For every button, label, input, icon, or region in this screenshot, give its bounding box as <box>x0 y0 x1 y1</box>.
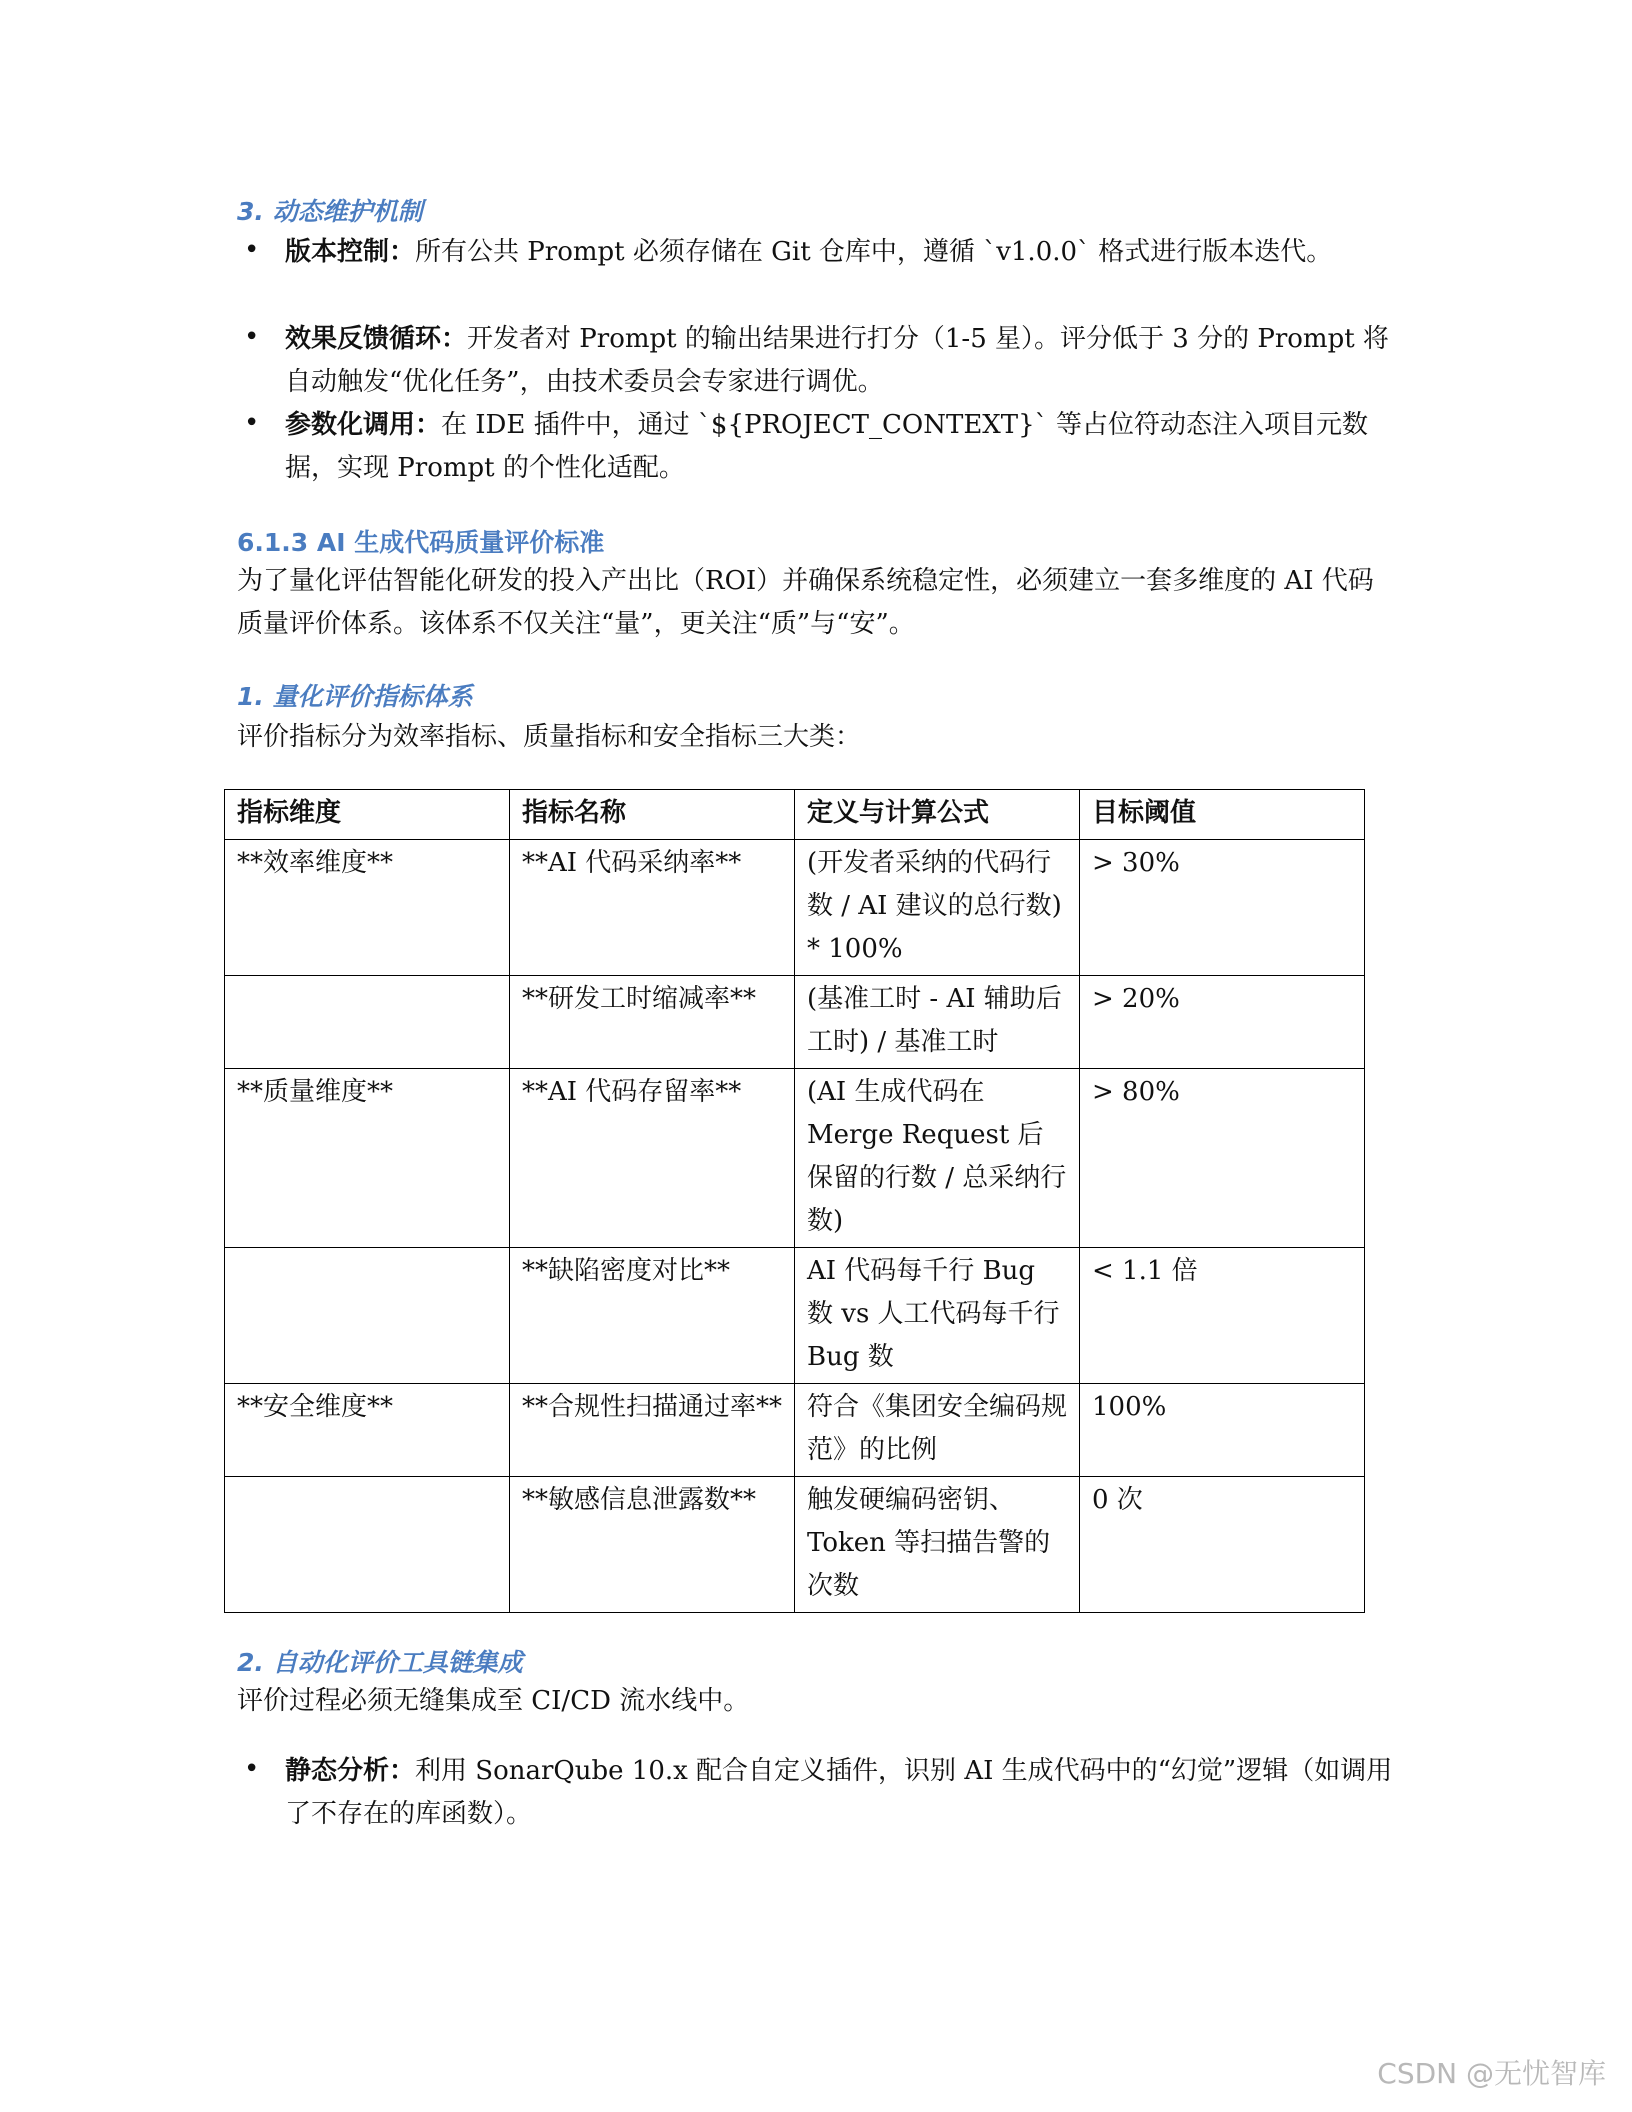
table-cell: (基准工时 - AI 辅助后工时) / 基准工时 <box>795 976 1080 1069</box>
bullet-item <box>285 318 1395 404</box>
column-header: 指标维度 <box>225 790 510 840</box>
column-header: 目标阈值 <box>1080 790 1365 840</box>
bullet-text: 开发者对 Prompt 的输出结果进行打分（1-5 星）。评分低于 3 分的 Prompt 将自动触发“优化任务”，由技术委员会专家进行调优。 <box>285 324 1389 397</box>
table-cell: > 30% <box>1080 840 1365 976</box>
subsection-heading-metrics: 1. 量化评价指标体系 <box>237 682 473 711</box>
table-cell: AI 代码每千行 Bug 数 vs 人工代码每千行 Bug 数 <box>795 1248 1080 1384</box>
table-cell: **效率维度** <box>225 840 510 976</box>
table-cell: **AI 代码存留率** <box>510 1069 795 1248</box>
section-heading-dynamic-maintenance: 3. 动态维护机制 <box>237 197 423 226</box>
table-row <box>225 976 1365 1069</box>
column-header: 指标名称 <box>510 790 795 840</box>
table-cell: 0 次 <box>1080 1477 1365 1613</box>
bullet-icon: • <box>244 322 260 352</box>
bullet-label: 效果反馈循环： <box>285 324 468 354</box>
bullet-icon: • <box>244 1754 260 1784</box>
table-cell: **合规性扫描通过率** <box>510 1384 795 1477</box>
table-cell: 符合《集团安全编码规范》的比例 <box>795 1384 1080 1477</box>
table-cell: > 80% <box>1080 1069 1365 1248</box>
table-cell: **AI 代码采纳率** <box>510 840 795 976</box>
bullet-icon: • <box>244 235 260 265</box>
bullet-label: 静态分析： <box>285 1756 416 1786</box>
table-header-row <box>225 790 1365 840</box>
table-cell <box>225 1477 510 1613</box>
bullet-label: 版本控制： <box>285 237 416 267</box>
table-cell: 100% <box>1080 1384 1365 1477</box>
metrics-table <box>224 789 1365 1613</box>
column-header: 定义与计算公式 <box>795 790 1080 840</box>
section-intro: 为了量化评估智能化研发的投入产出比（ROI）并确保系统稳定性，必须建立一套多维度的 AI 代码质量评价体系。该体系不仅关注“量”，更关注“质”与“安”。 <box>237 566 1374 639</box>
table-row <box>225 1477 1365 1613</box>
section-heading-613: 6.1.3 AI 生成代码质量评价标准 <box>237 528 605 557</box>
table-row <box>225 840 1365 976</box>
watermark: CSDN @无忧智库 <box>1377 2057 1606 2090</box>
bullet-text: 在 IDE 插件中，通过 `${PROJECT_CONTEXT}` 等占位符动态注入项目元数据，实现 Prompt 的个性化适配。 <box>285 410 1368 483</box>
subsection-intro: 评价指标分为效率指标、质量指标和安全指标三大类： <box>237 722 862 752</box>
bullet-item <box>285 231 1395 274</box>
table-cell: > 20% <box>1080 976 1365 1069</box>
subsection-heading-toolchain: 2. 自动化评价工具链集成 <box>237 1648 523 1677</box>
bullet-text: 利用 SonarQube 10.x 配合自定义插件，识别 AI 生成代码中的“幻觉”逻辑（如调用了不存在的库函数）。 <box>285 1756 1393 1829</box>
table-row <box>225 1384 1365 1477</box>
table-row <box>225 1069 1365 1248</box>
bullet-text: 所有公共 Prompt 必须存储在 Git 仓库中，遵循 `v1.0.0` 格式进行版本迭代。 <box>415 237 1333 267</box>
table-cell <box>225 1248 510 1384</box>
table-cell <box>225 976 510 1069</box>
table-cell: **缺陷密度对比** <box>510 1248 795 1384</box>
table-cell: (AI 生成代码在 Merge Request 后保留的行数 / 总采纳行数) <box>795 1069 1080 1248</box>
table-row <box>225 1248 1365 1384</box>
bullet-item <box>285 404 1395 490</box>
table-cell: **敏感信息泄露数** <box>510 1477 795 1613</box>
bullet-label: 参数化调用： <box>285 410 442 440</box>
subsection-intro: 评价过程必须无缝集成至 CI/CD 流水线中。 <box>237 1686 750 1716</box>
table-cell: **安全维度** <box>225 1384 510 1477</box>
bullet-icon: • <box>244 408 260 438</box>
bullet-item <box>285 1750 1395 1836</box>
table-cell: (开发者采纳的代码行数 / AI 建议的总行数) * 100% <box>795 840 1080 976</box>
table-cell: **质量维度** <box>225 1069 510 1248</box>
table-cell: **研发工时缩减率** <box>510 976 795 1069</box>
table-cell: 触发硬编码密钥、Token 等扫描告警的次数 <box>795 1477 1080 1613</box>
table-cell: < 1.1 倍 <box>1080 1248 1365 1384</box>
